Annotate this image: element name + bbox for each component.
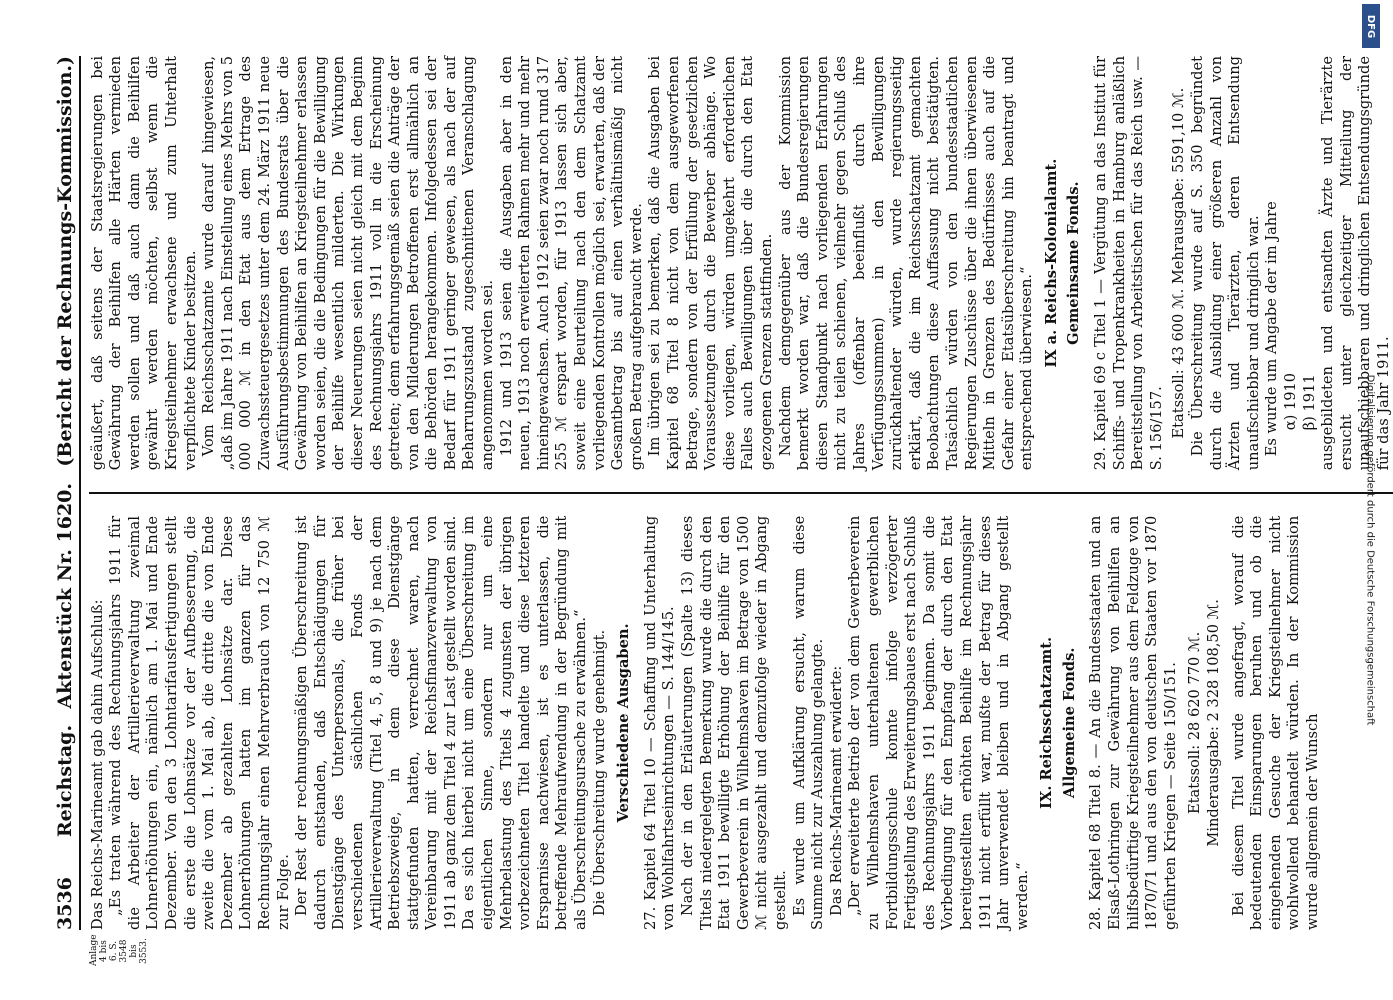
paragraph: Das Reichs-Marineamt gab dahin Aufschluß: (88, 599, 106, 930)
paragraph: Die Überschreitung wurde auf S. 350 begründet durch die Ausbildung einer größeren Anzahl von Ärzten und Tierärzten, deren Entsendung unaufschiebbar und dringlich war. (1188, 56, 1262, 471)
paragraph: 1912 und 1913 seien die Ausgaben aber in den neuen, 1913 noch erweiterten Rahmen mehr und mehr hineingewachsen. Auch 1912 seien zwar noch rund 317 255 ℳ erspart worden, für 1913 lassen sich aber, soweit eine Beurteilung nach den dem Schatzamt vorliegenden Kontrollen möglich sei, erwarten, daß der Gesamtbetrag bis auf einen verhältnismäßig nicht großen Betrag aufgebraucht werde. (497, 56, 645, 471)
paragraph: Die Überschreitung wurde genehmigt. (590, 629, 608, 916)
paragraph: Das Reichs-Marineamt erwiderte: (827, 665, 845, 916)
column-left (88, 515, 1393, 966)
paragraph: Es wurde um Aufklärung ersucht, warum diese Summe nicht zur Auszahlung gelangte. (790, 515, 826, 930)
section-heading: IX. Reichsschatzamt. (1037, 636, 1055, 809)
column-divider (88, 492, 1393, 494)
dfg-logo (1362, 4, 1380, 48)
section-heading: IX a. Reichs-Kolonialamt. (1042, 158, 1060, 368)
text-columns (88, 56, 1393, 966)
etatssoll: Etatssoll: 43 600 ℳ. Mehrausgabe: 5591,10 ℳ. (1169, 87, 1187, 439)
minderausgabe: Minderausgabe: 2 328 108,50 ℳ. (1204, 599, 1222, 847)
item-heading: 28. Kapitel 68 Titel 8. — An die Bundesstaaten und an Elsaß-Lothringen zur Gewährung von Beihilfen an hilfsbedürftige Kriegsteilnehmer aus dem Feldzuge von 1870/71 und aus den von deutschen Staaten vor 1870 geführten Kriegen — Seite 150/151. (1086, 515, 1179, 930)
etatssoll: Etatssoll: 28 620 770 ℳ. (1185, 631, 1203, 814)
page-number: 3536 (53, 877, 76, 930)
margin-note: Anlage 4 bis 6. S. 3548 bis 3553. (88, 934, 149, 966)
section-heading: Verschiedene Ausgaben. (614, 623, 632, 823)
page-header (53, 56, 81, 930)
credit-text: Digitalisierung gefördert durch die Deutsche Forschungsgemeinschaft (1364, 374, 1376, 726)
paragraph: Nach der in den Erläuterungen (Spalte 13) dieses Titels niedergelegten Bemerkung wurde die durch den Etat 1911 bewilligte Erhöhung der Beihilfe für den Gewerbeverein in Wilhelmshaven im Betrage von 1500 ℳ nicht ausgezahlt und demzufolge wieder in Abgang gestellt. (678, 515, 789, 930)
header-left: Reichstag. (53, 724, 76, 838)
paragraph: Vom Reichsschatzamte wurde darauf hingewiesen, „daß im Jahre 1911 nach Einstellung eines Mehrs von 5 000 000 ℳ in den Etat aus dem Ertrage des Zuwachssteuergesetzes unter dem 24. März 1911 neue Ausführungsbestimmungen des Bundesrats über die Gewährung von Beihilfen an Kriegsteilnehmer erlassen worden seien, die die Bedingungen für die Bewilligung der Beihilfe wesentlich milderten. Die Wirkungen dieser Neuerungen seien nicht gleich mit dem Beginn des Rechnungsjahrs 1911 voll in die Erscheinung getreten; denn erfahrungsgemäß seien die Anträge der von den Milderungen Betroffenen erst allmählich an die Behörden herangekommen. Infolgedessen sei der Bedarf für 1911 geringer gewesen, als nach der auf Beharrungszustand zugeschnittenen Veranschlagung angenommen worden sei. (199, 56, 496, 471)
column-right (88, 56, 1393, 470)
dfg-logo-text: DFG (1365, 14, 1377, 38)
digitization-credit (1363, 110, 1377, 990)
paragraph: Der Rest der rechnungsmäßigen Überschreitung ist dadurch entstanden, daß Entschädigungen für Dienstgänge des Unterpersonals, die früher bei verschiedenen sächlichen Fonds der Artillerieverwaltung (Titel 4, 5, 8 und 9) je nach dem Betriebszweige, in dem diese Dienstgänge stattgefunden hatten, verrechnet waren, nach Vereinbarung mit der Reichsfinanzverwaltung von 1911 ab ganz dem Titel 4 zur Last gestellt worden sind. Da es sich hierbei nicht um eine Überschreitung im eigentlichen Sinne, sondern nur um eine Mehrbelastung des Titels 4 zugunsten der übrigen vorbezeichneten Titel handelte und diese letzteren Ersparnisse nachwiesen, ist es unterlassen, die betreffende Mehraufwendung in der Begründung mit als Überschreitungsursache zu erwähnen.“ (292, 515, 589, 930)
paragraph: Im übrigen sei zu bemerken, daß die Ausgaben bei Kapitel 68 Titel 8 nicht von dem ausgeworfenen Betrage, sondern von der Erfüllung der gesetzlichen Voraussetzungen durch die Bewerber abhänge. Wo diese vorliegen, würden umgekehrt erforderlichen Falles auch Bewilligungen über die durch den Etat gezogenen Grenzen stattfinden. (645, 56, 775, 471)
item-heading: 29. Kapitel 69 c Titel 1 — Vergütung an das Institut für Schiffs- und Tropenkrankheiten in Hamburg anläßlich Bereitstellung von Arbeitstischen für das Reich usw. — S. 156/157. (1091, 56, 1165, 471)
subsection-heading: Allgemeine Fonds. (1060, 647, 1078, 799)
paragraph: ausgebildeten und entsandten Ärzte und Tierärzte ersucht unter gleichzeitiger Mitteilung der unaufschiebbaren und dringlichen Entsendungsgründe für das Jahr 1911. (1318, 56, 1392, 471)
item-heading: 27. Kapitel 64 Titel 10 — Schaffung und Unterhaltung von Wohlfahrtseinrichtungen — S. 144/145. (641, 515, 677, 930)
paragraph: Es wurde um Angabe der im Jahre (1262, 201, 1280, 457)
list-item: β) 1911 (1300, 374, 1318, 431)
subsection-heading: Gemeinsame Fonds. (1064, 181, 1082, 345)
header-center: Aktenstück Nr. 1620. (53, 482, 76, 709)
paragraph: Bei diesem Titel wurde angefragt, worauf die bedeutenden Einsparungen beruhen und ob die eingehenden Gesuche der Kriegsteilnehmer nicht wohlwollend behandelt würden. In der Kommission wurde allgemein der Wunsch (1229, 515, 1321, 930)
paragraph: Nachdem demgegenüber aus der Kommission bemerkt worden war, daß die Bundesregierungen diesen Standpunkt nach vorliegenden Erfahrungen nicht zu teilen schienen, vielmehr gegen Schluß des Jahres (offenbar beeinflußt durch ihre Verfügungssummen) in den Bewilligungen zurückhaltender würden, wurde regierungsseitig erklärt, daß die im Reichsschatzamt gemachten Beobachtungen diese Auffassung nicht bestätigten. Tatsächlich würden von den bundesstaatlichen Regierungen Zuschüsse über die ihnen überwiesenen Mitteln in Grenzen des Bedürfnisses auch auf die Gefahr einer Etatsüberschreitung hin beantragt und entsprechend überwiesen.“ (776, 56, 1035, 471)
header-right: (Bericht der Rechnungs-Kommission.) (53, 56, 76, 467)
paragraph: „Es traten während des Rechnungsjahrs 1911 für die Arbeiter der Artillerieverwaltung zweimal Lohnerhöhungen ein, nämlich am 1. Mai und Ende Dezember. Von den 3 Lohntarifausfertigungen stellt die erste die Lohnsätze vor der Aufbesserung, die zweite die vom 1. Mai ab, die dritte die von Ende Dezember ab gezahlten Lohnsätze dar. Diese Lohnerhöhungen hatten im ganzen für das Rechnungsjahr einen Mehrverbrauch von 12 750 ℳ zur Folge. (106, 515, 292, 930)
paragraph: geäußert, daß seitens der Staatsregierungen bei Gewährung der Beihilfen alle Härten vermieden werden sollen und daß auch dann die Beihilfen gewährt werden möchten, selbst wenn die Kriegsteilnehmer erwachsene und zum Unterhalt verpflichtete Kinder besitzen. (88, 56, 199, 471)
list-item: α) 1910 (1281, 372, 1299, 431)
paragraph: „Der erweiterte Betrieb der von dem Gewerbeverein zu Wilhelmshaven unterhaltenen gewerblichen Fortbildungsschule konnte infolge verzögerter Fertigstellung des Erweiterungsbaues erst nach Schluß des Rechnungsjahrs 1911 beginnen. Da somit die Vorbedingung für den Empfang der durch den Etat bereitgestellten erhöhten Beihilfe im Rechnungsjahr 1911 nicht erfüllt war, mußte der Betrag für dieses Jahr unverwendet bleiben und in Abgang gestellt werden.“ (845, 515, 1031, 930)
